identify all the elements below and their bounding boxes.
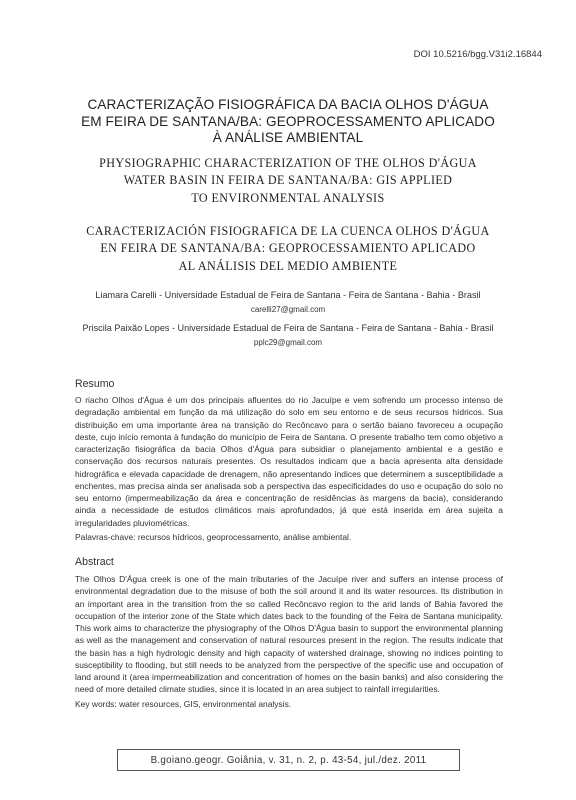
abstract-keywords: Key words: water resources, GIS, environmental analysis. bbox=[75, 699, 292, 709]
abstract-body: The Olhos D'Água creek is one of the main tributaries of the Jacuípe river and suffers an intense process of environmental degradation due to the misuse of both the soil around it and its water resources. Its distribution in an important area in the transition from the so called Recôncavo region to the arid lands of Bahia favored the occupation of the interior zone of the State which dates back to the founding of the Feira de Santana municipality. This work aims to characterize the physiography of the Olhos D'Água basin to support the environmental planning as well as the management and conservation of natural resources present in the region. The results indicate that the basin has a high hydrologic density and high capacity of watershed drainage, showing no indices pointing to susceptibility to flooding, but still needs to be analyzed from the perspective of the specific use and occupation of land around it (area impermeabilization and concentration of homes on the basin banks) and also considering the need of more detailed climate studies, since it is located in an area subject to rainfall irregularities. bbox=[75, 574, 503, 695]
title-en-line: WATER BASIN IN FEIRA DE SANTANA/BA: GIS APPLIED bbox=[123, 173, 453, 188]
title-english bbox=[60, 155, 516, 207]
title-es-line: EN FEIRA DE SANTANA/BA: GEOPROCESSAMIENTO APLICADO bbox=[100, 241, 476, 256]
author-2-affiliation: Priscila Paixão Lopes - Universidade Estadual de Feira de Santana - Feira de Santana - Bahia - Brasil bbox=[82, 323, 494, 333]
journal-citation: B.goiano.geogr. Goiânia, v. 31, n. 2, p. 43-54, jul./dez. 2011 bbox=[150, 754, 427, 766]
title-en-line: PHYSIOGRAPHIC CHARACTERIZATION OF THE OLHOS D'ÁGUA bbox=[99, 156, 477, 170]
resumo-keywords: Palavras-chave: recursos hídricos, geoprocessamento, análise ambiental. bbox=[75, 532, 352, 542]
title-pt-line: À ANÁLISE AMBIENTAL bbox=[212, 130, 364, 145]
abstract-heading: Abstract bbox=[75, 556, 114, 568]
title-spanish bbox=[60, 223, 516, 275]
author-2-email[interactable]: pplc29@gmail.com bbox=[253, 338, 323, 347]
title-pt-line: EM FEIRA DE SANTANA/BA: GEOPROCESSAMENTO APLICADO bbox=[81, 113, 495, 129]
title-es-line: CARACTERIZACIÓN FISIOGRAFICA DE LA CUENCA OLHOS D'ÁGUA bbox=[86, 224, 490, 238]
resumo-heading: Resumo bbox=[75, 378, 115, 390]
title-en-line: TO ENVIRONMENTAL ANALYSIS bbox=[191, 190, 385, 205]
title-pt-line: CARACTERIZAÇÃO FISIOGRÁFICA DA BACIA OLHOS D'ÁGUA bbox=[87, 97, 489, 112]
title-portuguese bbox=[60, 97, 516, 147]
title-es-line: AL ANÁLISIS DEL MEDIO AMBIENTE bbox=[178, 258, 398, 273]
author-1-email[interactable]: carelli27@gmail.com bbox=[250, 305, 326, 314]
doi: DOI 10.5216/bgg.V31i2.16844 bbox=[413, 49, 542, 60]
journal-citation-footer bbox=[117, 749, 460, 771]
resumo-body: O riacho Olhos d'Água é um dos principais afluentes do rio Jacuípe e vem sofrendo um processo intenso de degradação ambiental em função da má utilização do solo em seu entorno e de seus recursos hídricos. Sua distribuição em uma importante área na transição do Recôncavo para o sertão baiano favoreceu a ocupação deste, cujo início remonta à fundação do município de Feira de Santana. O presente trabalho tem como objetivo a caracterização fisiográfica da bacia Olhos d'Água para subsidiar o planejamento ambiental e a gestão e conservação dos recursos naturais presentes. Os resultados indicam que a bacia apresenta alta densidade hidrográfica e elevada capacidade de drenagem, não apresentando índices que determinem a susceptibilidade a enchentes, mas precisa ainda ser analisada sob a perspectiva das especificidades do uso e ocupação do solo no seu entorno (impermeabilização da área e concentração de residências às margens da bacia), considerando ainda a necessidade de estudos climáticos mais aprofundados, já que está inserida em área sujeita a irregularidades pluviométricas. bbox=[75, 395, 503, 528]
author-1-affiliation: Liamara Carelli - Universidade Estadual de Feira de Santana - Feira de Santana - Bahia - Brasil bbox=[95, 290, 481, 300]
